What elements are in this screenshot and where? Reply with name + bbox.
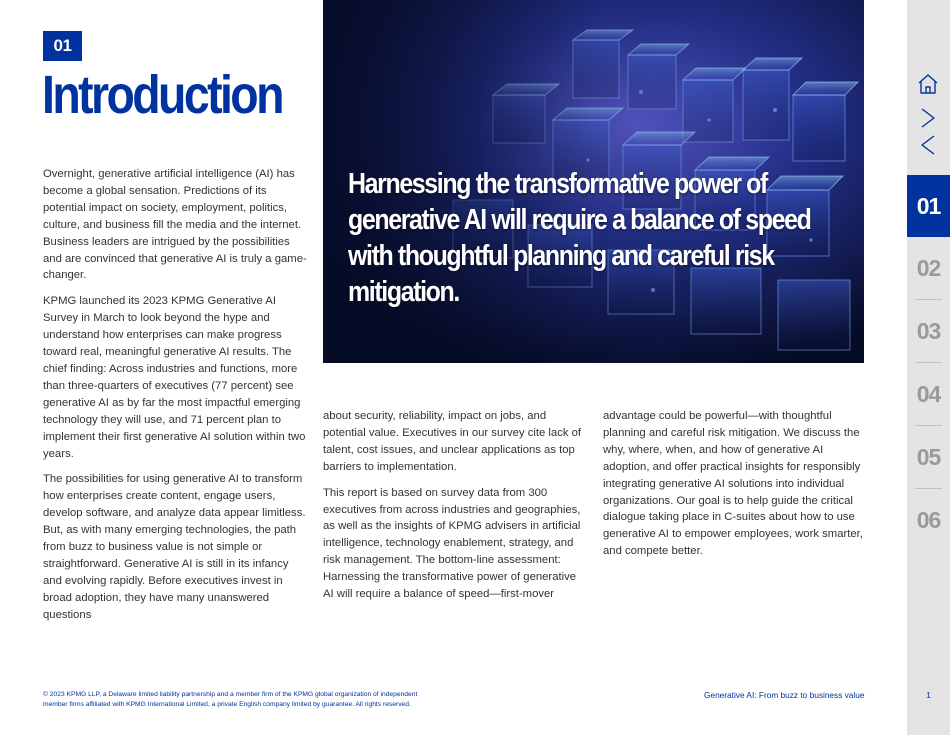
paragraph: KPMG launched its 2023 KPMG Generative AI Survey in March to look beyond the hype and understand how enterprises can make progress toward real, meaningful generative AI results. The chief finding: Across industries and functions, more than three-quarters of executives (77 percent) see generative AI as by far the most impactful emerging technology they will use, and 71 percent plan to implement their first generative AI solution within two years. (43, 295, 306, 460)
chevron-right-icon[interactable] (916, 106, 940, 130)
body-column-3 (603, 408, 865, 569)
hero-quote: Harnessing the transformative power of generative AI will require a balance of speed with thoughtful planning and careful risk mitigation. (348, 168, 811, 308)
home-icon[interactable] (916, 72, 940, 96)
tab-section-01[interactable]: 01 (907, 175, 950, 237)
legal-line: member firms affiliated with KPMG International Limited, a private English company limited by guarantee. All rights reserved. (43, 700, 411, 708)
tab-section-02[interactable]: 02 (916, 254, 941, 281)
hero-image (323, 0, 864, 363)
paragraph: The possibilities for using generative AI to transform how enterprises create content, engage users, develop software, and analyze data appear limitless. But, as with many emerging technologies, the path from buzz to business value is not simple or straightforward. Generative AI is still in its infancy and evolving rapidly. Before executives invest in broad adoption, they have many unanswered questions (43, 473, 306, 621)
tab-section-05[interactable]: 05 (916, 443, 941, 470)
page-title: Introduction (42, 65, 282, 125)
document-title: Generative AI: From buzz to business value (704, 690, 865, 700)
section-number-badge: 01 (43, 31, 82, 61)
sidebar-nav (907, 0, 950, 735)
tab-section-03[interactable]: 03 (916, 317, 941, 344)
paragraph: advantage could be powerful—with thoughtful planning and careful risk mitigation. We discuss the why, where, when, and how of generative AI adoption, and offer practical insights for responsibly integrating generative AI solutions into individual organizations. Our goal is to help guide the critical dialogue taking place in C-suites about how to use generative AI to empower employees, work smarter, and compete better. (603, 410, 863, 558)
chevron-left-icon[interactable] (916, 133, 940, 157)
page-number: 1 (926, 690, 931, 700)
body-column-1 (43, 166, 308, 633)
legal-line: © 2023 KPMG LLP, a Delaware limited liability partnership and a member firm of the KPMG global organization of independent (43, 691, 418, 698)
tab-section-04[interactable]: 04 (916, 380, 941, 407)
paragraph: about security, reliability, impact on jobs, and potential value. Executives in our survey cite lack of talent, cost issues, and unclear applications as top barriers to implementation. (323, 410, 582, 473)
paragraph: Overnight, generative artificial intelligence (AI) has become a global sensation. Predictions of its potential impact on society, employment, politics, culture, and business fill the media and the internet. Business leaders are intrigued by the possibilities and are convinced that generative AI is truly a game-changer. (43, 168, 307, 282)
legal-notice (43, 690, 417, 709)
body-column-2 (323, 408, 589, 612)
paragraph: This report is based on survey data from 300 executives from across industries and geographies, as well as the insights of KPMG advisers in artificial intelligence, technology enablement, strategy, and risk management. The bottom-line assessment: Harnessing the transformative power of generative AI will require a balance of speed—first-mover (323, 486, 581, 601)
tab-section-06[interactable]: 06 (916, 506, 941, 533)
